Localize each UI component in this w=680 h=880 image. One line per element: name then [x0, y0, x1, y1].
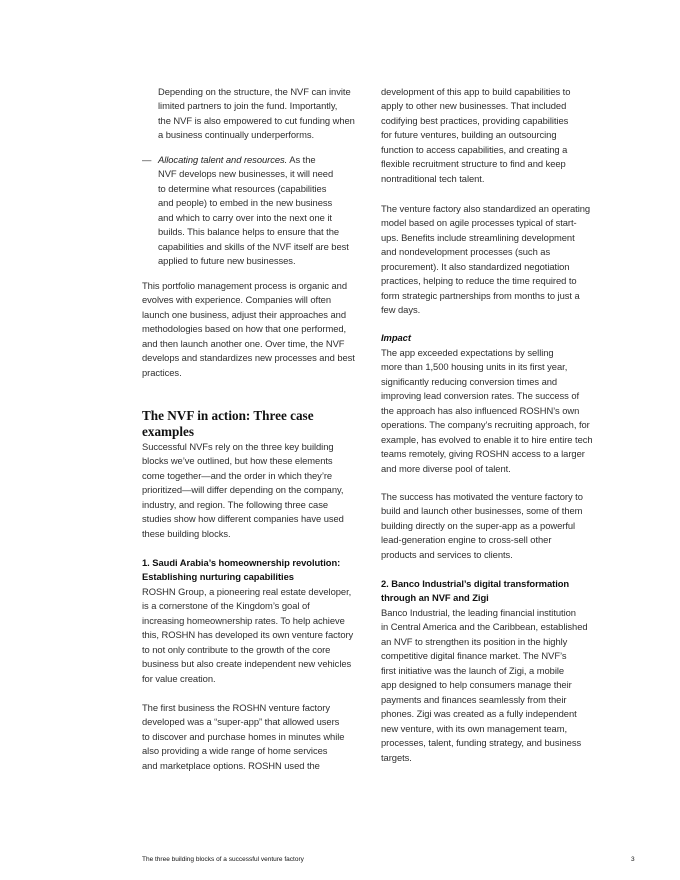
- list-item-title: Allocating talent and resources.: [158, 154, 288, 165]
- paragraph-impact: The app exceeded expectations by selling more than 1,500 housing units in its first year, significantly reducing conversion times and improving lead conversion rates. The success of the approach has also influenced ROSHN’s own operations. The company’s recruiting approach, for example, has evolved to enable it to hire entire tech teams remotely, giving ROSHN access to a larger and more diverse pool of talent.: [381, 347, 593, 474]
- paragraph-intro: Successful NVFs rely on the three key building blocks we’ve outlined, but how these elements come together—and the order in which they’re prioritized—will differ depending on the company, industry, and region. The following three case studies show how different companies have used these building blocks.: [142, 441, 344, 539]
- paragraph-portfolio: This portfolio management process is organic and evolves with experience. Companies will often launch one business, adjust their approaches and methodologies based on how that one performed, and then launch another one. Over time, the NVF develops and standardizes new processes and best practices.: [142, 280, 355, 378]
- paragraph-roshn: ROSHN Group, a pioneering real estate developer, is a cornerstone of the Kingdom’s goal of increasing homeownership rates. To help achieve this, ROSHN has developed its own venture factory to not only contribute to the growth of the core business but also create independent new vehicles for value creation.: [142, 586, 354, 684]
- case1-heading: 1. Saudi Arabia’s homeownership revolution: Establishing nurturing capabilities: [142, 557, 341, 583]
- footer-title: The three building blocks of a successful venture factory: [142, 856, 304, 863]
- list-item-allocating-talent: [158, 153, 408, 269]
- page-number: 3: [631, 856, 635, 863]
- paragraph-operating-model: The venture factory also standardized an operating model based on agile processes typical of start- ups. Benefits include streamlining development and nondevelopment processes (such as procurement). It also standardized negotiation practices, helping to reduce the time required to form strategic partnerships from months to just a few days.: [381, 203, 591, 316]
- case2-heading: 2. Banco Industrial’s digital transformation through an NVF and Zigi: [381, 578, 570, 604]
- paragraph-banco-industrial: Banco Industrial, the leading financial institution in Central America and the Caribbean, established an NVF to strengthen its position in the highly competitive digital finance market. The NVF’s first initiative was the launch of Zigi, a mobile app designed to help consumers manage their payments and finances seamlessly from their phones. Zigi was created as a fully independent new venture, with its own management team, processes, talent, funding strategy, and business targets.: [381, 607, 588, 763]
- section-heading: The NVF in action: Three case examples: [142, 408, 314, 439]
- list-dash: —: [142, 154, 152, 165]
- paragraph-success: The success has motivated the venture factory to build and launch other businesses, some of them building directly on the super-app as a powerful lead-generation engine to cross-sell other products and services to clients.: [381, 491, 583, 560]
- list-item-body: As the NVF develops new businesses, it will need to determine what resources (capabilities and people) to embed in the new business and which to carry over into the next one it builds. This balance helps to ensure that the capabilities and skills of the NVF itself are best applied to future new businesses.: [158, 154, 349, 267]
- paragraph-super-app: The first business the ROSHN venture factory developed was a “super-app” that allowed users to discover and purchase homes in minutes while also providing a wide range of home services and marketplace options. ROSHN used the: [142, 702, 345, 771]
- impact-label: Impact: [381, 332, 411, 343]
- list-item-continuation: Depending on the structure, the NVF can invite limited partners to join the fund. Importantly, the NVF is also empowered to cut funding when a business continually underperforms.: [158, 86, 355, 141]
- paragraph-capabilities: development of this app to build capabilities to apply to other new businesses. That included codifying best practices, providing capabilities for future ventures, building an outsourcing function to access capabilities, and creating a flexible recruitment structure to find and keep nontraditional tech talent.: [381, 86, 571, 184]
